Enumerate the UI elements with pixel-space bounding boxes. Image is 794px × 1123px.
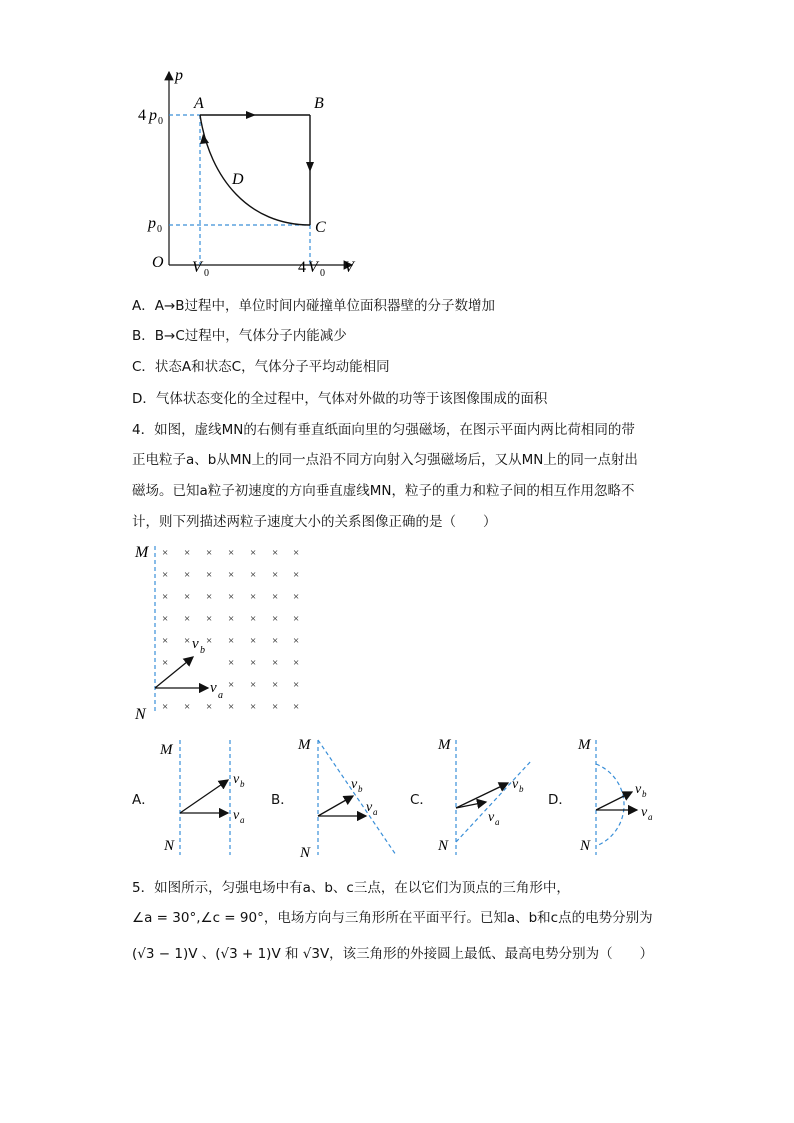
label-4v0-sub: 0 xyxy=(320,268,325,279)
q4-options-graphs xyxy=(150,730,670,865)
q4-opt-c-label: C． xyxy=(410,792,433,808)
option-a-graph xyxy=(159,740,245,855)
field-cross: × xyxy=(162,569,169,581)
field-cross: × xyxy=(228,613,235,625)
field-cross: × xyxy=(272,679,279,691)
field-cross: × xyxy=(250,569,257,581)
field-label-n: N xyxy=(135,706,146,723)
option-d-n: N xyxy=(580,838,591,854)
field-cross: × xyxy=(206,569,213,581)
option-a-m: M xyxy=(160,742,173,758)
label-p: p xyxy=(175,67,183,84)
point-d: D xyxy=(232,171,244,188)
arrow-ab xyxy=(246,111,256,119)
option-c-m: M xyxy=(438,737,451,753)
q3-option-c: C．状态A和状态C，气体分子平均动能相同 xyxy=(132,359,390,375)
q3-option-b: B．B→C过程中，气体分子内能减少 xyxy=(132,328,347,344)
field-cross: × xyxy=(228,679,235,691)
option-d-vb-sub: b xyxy=(642,789,647,799)
option-b-va-sub: a xyxy=(373,807,378,817)
q4-line-3: 磁场。已知a粒子初速度的方向垂直虚线MN，粒子的重力和粒子间的相互作用忽略不 xyxy=(132,483,635,499)
field-cross: × xyxy=(293,657,300,669)
pv-diagram xyxy=(130,60,370,285)
option-b-vb xyxy=(318,796,353,816)
option-d-vb xyxy=(596,792,632,810)
field-cross: × xyxy=(184,701,191,713)
arrow-bc xyxy=(306,162,314,172)
option-a-vb xyxy=(180,780,228,813)
field-cross: × xyxy=(184,591,191,603)
option-a-n: N xyxy=(164,838,175,854)
option-b-vb-label: v xyxy=(351,777,358,792)
q5-line-2: ∠a = 30°,∠c = 90°，电场方向与三角形所在平面平行。已知a、b和c点的电势分别为 xyxy=(132,910,653,926)
option-b-m: M xyxy=(298,737,311,753)
option-c-va-label: v xyxy=(488,810,495,825)
field-label-va-sub: a xyxy=(218,690,223,701)
field-cross: × xyxy=(228,657,235,669)
field-cross: × xyxy=(206,635,213,647)
field-cross: × xyxy=(293,569,300,581)
q4-line-4: 计，则下列描述两粒子速度大小的关系图像正确的是（ ） xyxy=(132,514,497,530)
option-a-vb-label: v xyxy=(233,772,240,787)
option-c-vb-label: v xyxy=(512,777,519,792)
field-cross: × xyxy=(206,701,213,713)
field-cross: × xyxy=(228,591,235,603)
field-cross: × xyxy=(250,679,257,691)
field-cross: × xyxy=(184,547,191,559)
field-cross: × xyxy=(272,613,279,625)
field-cross: × xyxy=(206,613,213,625)
field-cross: × xyxy=(206,591,213,603)
q4-line-1: 4．如图，虚线MN的右侧有垂直纸面向里的匀强磁场，在图示平面内两比荷相同的带 xyxy=(132,422,635,438)
field-cross: × xyxy=(293,635,300,647)
field-label-va: v xyxy=(210,680,217,696)
option-b-line-diag xyxy=(318,740,396,855)
field-diagram xyxy=(130,538,310,723)
field-cross: × xyxy=(272,635,279,647)
label-4: 4 xyxy=(138,107,146,124)
q4-opt-b-label: B． xyxy=(271,792,294,808)
field-cross: × xyxy=(184,613,191,625)
field-cross: × xyxy=(293,547,300,559)
label-4v0-coef: 4 xyxy=(298,259,306,276)
field-cross: × xyxy=(272,591,279,603)
q4-line-2: 正电粒子a、b从MN上的同一点沿不同方向射入匀强磁场后，又从MN上的同一点射出 xyxy=(132,452,638,468)
field-cross: × xyxy=(293,679,300,691)
field-cross: × xyxy=(228,547,235,559)
option-a-va-sub: a xyxy=(240,815,245,825)
q5-line-1: 5．如图所示，匀强电场中有a、b、c三点，在以它们为顶点的三角形中， xyxy=(132,880,570,896)
field-cross: × xyxy=(250,547,257,559)
field-cross: × xyxy=(293,701,300,713)
label-4v0: V xyxy=(308,259,318,276)
field-cross: × xyxy=(250,657,257,669)
option-a-vb-sub: b xyxy=(240,779,245,789)
option-c-graph xyxy=(437,737,532,855)
field-cross: × xyxy=(250,613,257,625)
q4-opt-d-label: D． xyxy=(548,792,572,808)
label-4p-sub: 0 xyxy=(158,116,163,127)
option-d-va-label: v xyxy=(641,805,648,820)
field-cross: × xyxy=(293,613,300,625)
field-cross: × xyxy=(162,547,169,559)
option-c-n: N xyxy=(438,838,449,854)
field-cross: × xyxy=(228,701,235,713)
field-cross: × xyxy=(272,547,279,559)
field-cross: × xyxy=(162,701,169,713)
option-b-vb-sub: b xyxy=(358,784,363,794)
label-p0-sub: 0 xyxy=(157,224,162,235)
option-d-vb-label: v xyxy=(635,782,642,797)
field-cross: × xyxy=(272,701,279,713)
option-a-va-label: v xyxy=(233,808,240,823)
field-cross: × xyxy=(206,547,213,559)
label-v: V xyxy=(344,259,354,276)
vector-vb xyxy=(155,657,193,688)
label-v0: V xyxy=(192,259,202,276)
field-cross: × xyxy=(272,569,279,581)
q5-line-3: (√3 − 1)V 、(√3 + 1)V 和 √3V，该三角形的外接圆上最低、最高电势分别为（ ） xyxy=(132,946,654,962)
option-d-m: M xyxy=(578,737,591,753)
field-cross: × xyxy=(250,591,257,603)
field-label-vb: v xyxy=(192,636,199,652)
label-p0: p xyxy=(148,215,156,232)
option-b-n: N xyxy=(300,845,311,861)
field-cross: × xyxy=(184,569,191,581)
option-c-va xyxy=(456,802,486,808)
process-ca-curve xyxy=(200,115,310,225)
field-cross: × xyxy=(250,701,257,713)
q4-opt-a-label: A． xyxy=(132,792,155,808)
label-v0-sub: 0 xyxy=(204,268,209,279)
option-c-vb-sub: b xyxy=(519,784,524,794)
option-c-line-diag xyxy=(456,760,532,842)
option-c-vb xyxy=(456,783,508,808)
field-cross: × xyxy=(272,657,279,669)
field-label-m: M xyxy=(135,544,149,561)
field-cross: × xyxy=(293,591,300,603)
option-b-graph xyxy=(297,737,396,861)
point-a: A xyxy=(194,95,204,112)
point-b: B xyxy=(314,95,324,112)
label-o: O xyxy=(152,254,164,271)
option-c-va-sub: a xyxy=(495,817,500,827)
field-cross: × xyxy=(162,591,169,603)
field-cross: × xyxy=(228,569,235,581)
field-cross: × xyxy=(162,635,169,647)
option-d-graph xyxy=(577,737,653,855)
label-4p: p xyxy=(149,107,157,124)
q3-option-a: A．A→B过程中，单位时间内碰撞单位面积器壁的分子数增加 xyxy=(132,298,496,314)
option-d-semicircle xyxy=(596,764,624,846)
field-cross: × xyxy=(162,613,169,625)
field-cross: × xyxy=(162,657,169,669)
option-b-va-label: v xyxy=(366,800,373,815)
field-cross: × xyxy=(228,635,235,647)
field-cross: × xyxy=(250,635,257,647)
q3-option-d: D．气体状态变化的全过程中，气体对外做的功等于该图像围成的面积 xyxy=(132,391,548,407)
field-label-vb-sub: b xyxy=(200,645,205,656)
option-d-va-sub: a xyxy=(648,812,653,822)
point-c: C xyxy=(315,219,326,236)
field-cross: × xyxy=(184,635,191,647)
